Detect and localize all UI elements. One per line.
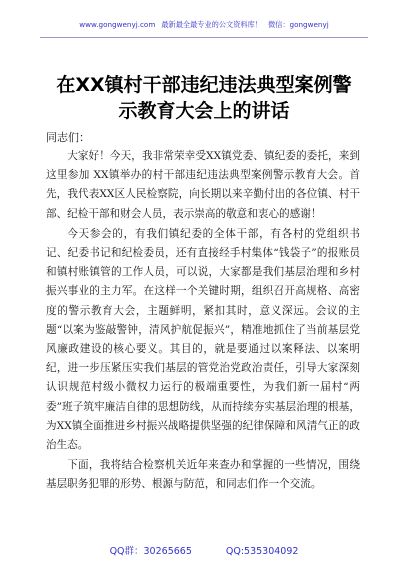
document-title: 在XX镇村干部违纪违法典型案例警示教育大会上的讲话 <box>56 74 352 122</box>
salutation: 同志们： <box>46 131 90 144</box>
site-url[interactable]: www.gongwenyj.com <box>79 20 156 29</box>
site-slogan: 最新最全最专业的公文资料库！ <box>161 20 262 29</box>
document-body <box>46 147 360 496</box>
paragraph-2: 今天参会的，有我们镇纪委的全体干部，有各村的党组织书记、纪委书记和纪检委员，还有直接经手村集体“钱袋子”的报账员和镇村账镇管的工作人员，可以说，大家都是我们基层治理和乡村振兴事业的主力军。在这样一个关键时期，组织召开高规格、高密度的警示教育大会，主题鲜明，紧扣其时，意义深远。会议的主题“以案为鉴敲警钟，清风护航促振兴”，精准地抓住了当前基层党风廉政建设的核心要义。其目的，就是要通过以案释法、以案明纪，进一步压紧压实我们基层的管党治党政治责任，引导大家深刻认识规范村级小微权力运行的极端重要性，为我们新一届村“两委”班子筑牢廉洁自律的思想防线，从而持续夯实基层治理的根基，为XX镇全面推进乡村振兴战略提供坚强的纪律保障和风清气正的政治生态。 <box>46 227 360 452</box>
paragraph-3: 下面，我将结合检察机关近年来查办和掌握的一些情况，围绕基层职务犯罪的形势、根源与防范，和同志们作一个交流。 <box>46 459 360 491</box>
page-header <box>0 20 408 30</box>
qq-contact: QQ:535304092 <box>225 546 299 557</box>
wechat-id: 微信：gongwenyj <box>267 20 329 29</box>
page-footer <box>0 543 408 557</box>
header-divider <box>40 37 368 38</box>
paragraph-1: 大家好！今天，我非常荣幸受XX镇党委、镇纪委的委托，来到这里参加 XX镇举办的村干部违纪违法典型案例警示教育大会。首先，我代表XX区人民检察院，向长期以来辛勤付出的各位镇、村干部、纪检干部和财会人员，表示崇高的敬意和衷心的感谢！ <box>46 150 360 220</box>
qq-group: QQ群：30265665 <box>109 546 192 557</box>
